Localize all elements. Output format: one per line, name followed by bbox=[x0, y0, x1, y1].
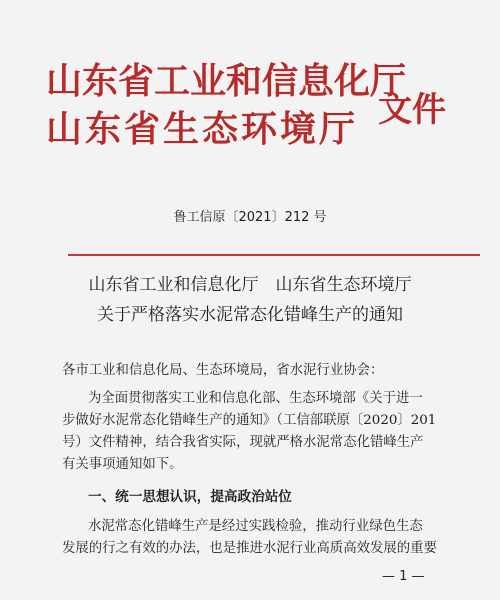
issuer-line-2: 山东省生态环境厅 bbox=[46, 109, 359, 150]
paragraph-1-line: 步做好水泥常态化错峰生产的通知》（工信部联原〔2020〕201 bbox=[62, 413, 437, 428]
paragraph-1-line: 为全面贯彻落实工业和信息化部、生态环境部《关于进一 bbox=[88, 391, 423, 406]
paragraph-1 bbox=[62, 388, 482, 476]
issuer-header bbox=[46, 62, 466, 172]
notice-title-line-1: 山东省工业和信息化厅 山东省生态环境厅 bbox=[88, 275, 412, 295]
paragraph-1-line: 有关事项通知如下。 bbox=[62, 457, 183, 472]
paragraph-2 bbox=[62, 516, 482, 560]
issuer-line-1: 山东省工业和信息化厅 bbox=[46, 61, 407, 102]
paragraph-2-line: 发展的行之有效的办法，也是推进水泥行业高质高效发展的重要 bbox=[62, 541, 437, 556]
document-number: 鲁工信原〔2021〕212 号 bbox=[173, 210, 327, 225]
document-type-label: 文件 bbox=[378, 90, 446, 130]
paragraph-2-line: 水泥常态化错峰生产是经过实践检验，推动行业绿色生态 bbox=[88, 519, 423, 534]
section-1-heading-text: 一、统一思想认识，提高政治站位 bbox=[88, 489, 292, 505]
header-divider bbox=[68, 254, 480, 256]
notice-title-line-2: 关于严格落实水泥常态化错峰生产的通知 bbox=[97, 305, 403, 325]
page-number: — 1 — bbox=[382, 569, 425, 584]
salutation: 各市工业和信息化局、生态环境局，省水泥行业协会： bbox=[62, 363, 384, 378]
paragraph-1-line: 号）文件精神，结合我省实际，现就严格水泥常态化错峰生产 bbox=[62, 435, 424, 450]
section-1-heading bbox=[62, 486, 292, 508]
